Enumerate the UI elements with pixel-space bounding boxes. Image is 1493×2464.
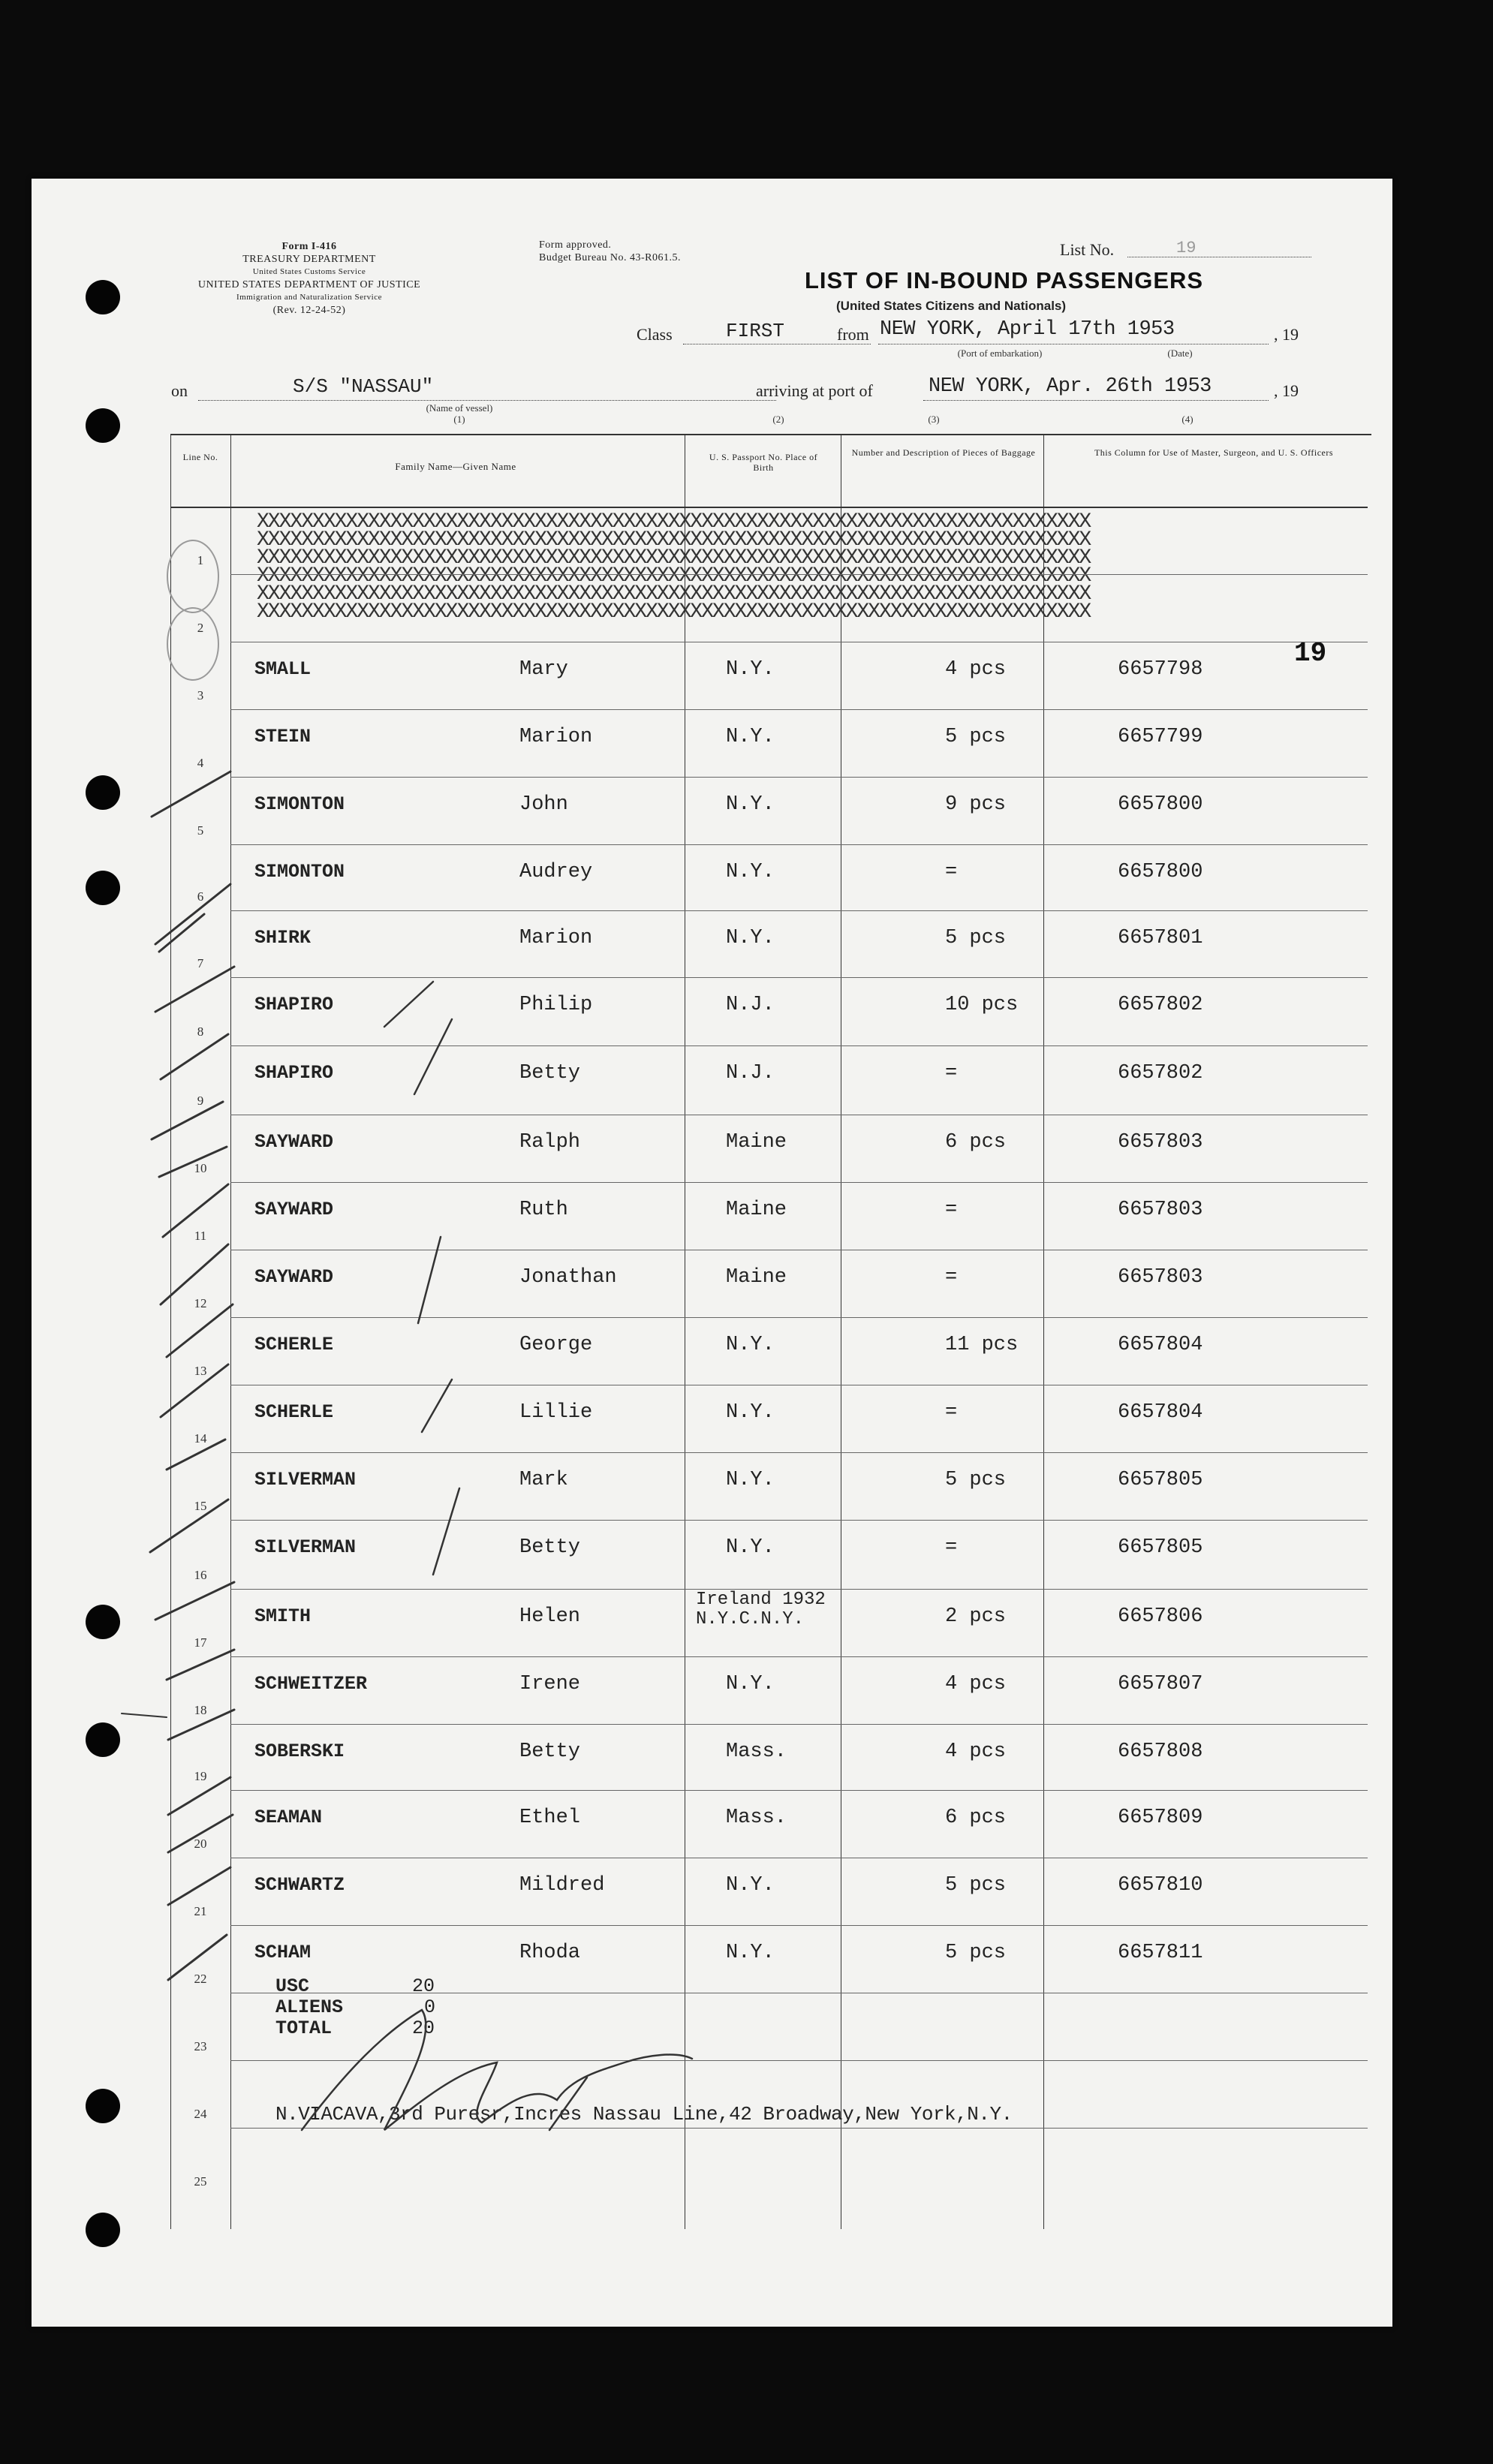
passenger-baggage: 6 pcs: [945, 1807, 1007, 1829]
passenger-baggage: =: [945, 861, 958, 883]
passenger-given: Mary: [519, 658, 568, 681]
passenger-officer: 6657802: [1118, 1062, 1203, 1085]
passenger-birth: N.Y.: [726, 1673, 775, 1695]
passenger-birth: Maine: [726, 1199, 787, 1221]
passenger-family: SEAMAN: [254, 1807, 323, 1828]
passenger-family: SHAPIRO: [254, 994, 334, 1015]
usc-value: 20: [412, 1975, 435, 1997]
col1-caption: (1): [453, 414, 465, 425]
passenger-given: Lillie: [519, 1401, 593, 1424]
passenger-officer: 6657805: [1118, 1469, 1203, 1491]
page-number: 19: [1294, 638, 1327, 669]
from-label: from: [837, 325, 869, 344]
crossed-out-line: XXXXXXXXXXXXXXXXXXXXXXXXXXXXXXXXXXXXXXXXXXXXXXXXXXXXXXXXXXXXXXXXXXXXXXXXXXX: [257, 582, 1091, 606]
form-title: LIST OF IN-BOUND PASSENGERS: [805, 267, 1204, 293]
on-label: on: [171, 381, 188, 400]
col-header-name: Family Name—Given Name: [395, 461, 516, 472]
arriving-year-suffix: , 19: [1274, 381, 1299, 400]
passenger-officer: 6657803: [1118, 1199, 1203, 1221]
passenger-family: SMITH: [254, 1605, 312, 1627]
manifest-page: [32, 179, 1392, 2327]
passenger-birth: N.Y.: [726, 1536, 775, 1559]
passenger-given: Marion: [519, 726, 593, 748]
passenger-family: SILVERMAN: [254, 1469, 357, 1491]
passenger-family: SILVERMAN: [254, 1536, 357, 1558]
passenger-baggage: =: [945, 1536, 958, 1559]
ins-service: Immigration and Naturalization Service: [236, 293, 383, 302]
passenger-given: Ruth: [519, 1199, 568, 1221]
passenger-baggage: 4 pcs: [945, 1740, 1007, 1763]
passenger-given: George: [519, 1334, 593, 1356]
col-header-baggage: Number and Description of Pieces of Baggage: [851, 447, 1036, 458]
passenger-baggage: 9 pcs: [945, 793, 1007, 816]
line-number: 1: [197, 553, 204, 567]
line-number: 19: [194, 1769, 207, 1783]
passenger-given: Helen: [519, 1605, 581, 1628]
line-number: 7: [197, 956, 204, 970]
aliens-value: 0: [424, 1996, 436, 2018]
crossed-out-line: XXXXXXXXXXXXXXXXXXXXXXXXXXXXXXXXXXXXXXXXXXXXXXXXXXXXXXXXXXXXXXXXXXXXXXXXXXX: [257, 510, 1091, 534]
line-number: 14: [194, 1431, 207, 1446]
revision-date: (Rev. 12-24-52): [272, 305, 346, 316]
passenger-birth: Mass.: [726, 1740, 787, 1763]
from-value: NEW YORK, April 17th 1953: [880, 318, 1175, 341]
passenger-baggage: 5 pcs: [945, 1874, 1007, 1897]
passenger-birth: N.Y.: [726, 927, 775, 949]
line-number: 17: [194, 1635, 207, 1650]
passenger-baggage: =: [945, 1266, 958, 1289]
crossed-out-line: XXXXXXXXXXXXXXXXXXXXXXXXXXXXXXXXXXXXXXXXXXXXXXXXXXXXXXXXXXXXXXXXXXXXXXXXXXX: [257, 546, 1091, 570]
line-number: 25: [194, 2174, 207, 2189]
passenger-baggage: =: [945, 1062, 958, 1085]
passenger-officer: 6657811: [1118, 1942, 1203, 1964]
passenger-baggage: 5 pcs: [945, 927, 1007, 949]
form-subtitle: (United States Citizens and Nationals): [836, 299, 1067, 313]
passenger-officer: 6657801: [1118, 927, 1203, 949]
line-number: 13: [194, 1364, 207, 1378]
passenger-birth: Maine: [726, 1266, 787, 1289]
form-approved: Form approved.: [539, 239, 612, 251]
from-year-suffix: , 19: [1274, 325, 1299, 344]
passenger-baggage: 5 pcs: [945, 1469, 1007, 1491]
passenger-officer: 6657805: [1118, 1536, 1203, 1559]
line-number: 5: [197, 823, 204, 838]
class-value: FIRST: [726, 320, 785, 342]
line-number: 22: [194, 1972, 207, 1986]
passenger-family: SIMONTON: [254, 793, 345, 815]
passenger-baggage: 5 pcs: [945, 726, 1007, 748]
passenger-birth: N.Y.: [726, 1401, 775, 1424]
passenger-family: STEIN: [254, 726, 312, 748]
passenger-given: Ralph: [519, 1131, 581, 1154]
passenger-family: SIMONTON: [254, 861, 345, 883]
passenger-given: Betty: [519, 1536, 581, 1559]
passenger-family: SCHWARTZ: [254, 1874, 345, 1896]
passenger-baggage: 5 pcs: [945, 1942, 1007, 1964]
purser-signature-line: N.VIACAVA,3rd Puresr,Incres Nassau Line,42 Broadway,New York,N.Y.: [275, 2103, 1013, 2126]
passenger-given: Rhoda: [519, 1942, 581, 1964]
passenger-officer: 6657800: [1118, 793, 1203, 816]
line-number: 21: [194, 1904, 207, 1918]
vessel-caption: (Name of vessel): [426, 402, 493, 414]
line-number: 23: [194, 2039, 207, 2053]
usc-label: USC: [275, 1975, 310, 1997]
passenger-birth: N.Y.: [726, 726, 775, 748]
passenger-officer: 6657803: [1118, 1266, 1203, 1289]
passenger-officer: 6657798: [1118, 658, 1203, 681]
passenger-birth: N.Y.: [726, 1334, 775, 1356]
passenger-given: Jonathan: [519, 1266, 617, 1289]
passenger-given: John: [519, 793, 568, 816]
list-no-label: List No.: [1060, 240, 1115, 259]
arriving-value: NEW YORK, Apr. 26th 1953: [929, 375, 1212, 398]
arriving-label: arriving at port of: [756, 381, 873, 400]
passenger-officer: 6657802: [1118, 994, 1203, 1016]
passenger-officer: 6657808: [1118, 1740, 1203, 1763]
passenger-officer: 6657807: [1118, 1673, 1203, 1695]
passenger-birth: N.Y.: [726, 793, 775, 816]
passenger-given: Marion: [519, 927, 593, 949]
passenger-officer: 6657804: [1118, 1401, 1203, 1424]
passenger-officer: 6657804: [1118, 1334, 1203, 1356]
passenger-given: Ethel: [519, 1807, 581, 1829]
line-number: 18: [194, 1703, 207, 1717]
passenger-baggage: =: [945, 1401, 958, 1424]
passenger-baggage: =: [945, 1199, 958, 1221]
passenger-family: SAYWARD: [254, 1131, 334, 1153]
passenger-officer: 6657803: [1118, 1131, 1203, 1154]
passenger-birth: N.Y.: [726, 861, 775, 883]
col2-caption: (2): [772, 414, 784, 425]
passenger-birth: N.Y.: [726, 1874, 775, 1897]
line-number: 3: [197, 688, 204, 702]
passenger-family: SAYWARD: [254, 1266, 334, 1288]
aliens-label: ALIENS: [275, 1996, 344, 2018]
passenger-birth: Maine: [726, 1131, 787, 1154]
passenger-family: SCHERLE: [254, 1334, 334, 1355]
passenger-baggage: 4 pcs: [945, 658, 1007, 681]
col4-caption: (4): [1181, 414, 1193, 425]
crossed-out-line: XXXXXXXXXXXXXXXXXXXXXXXXXXXXXXXXXXXXXXXXXXXXXXXXXXXXXXXXXXXXXXXXXXXXXXXXXXX: [257, 564, 1091, 588]
line-number: 12: [194, 1296, 207, 1310]
col3-caption: (3): [928, 414, 940, 425]
passenger-given: Betty: [519, 1740, 581, 1763]
passenger-given: Philip: [519, 994, 593, 1016]
class-label: Class: [637, 325, 673, 344]
passenger-officer: 6657810: [1118, 1874, 1203, 1897]
passenger-baggage: 2 pcs: [945, 1605, 1007, 1628]
passenger-given: Mildred: [519, 1874, 605, 1897]
budget-number: Budget Bureau No. 43-R061.5.: [539, 252, 681, 263]
passenger-family: SMALL: [254, 658, 312, 680]
list-no-value: 19: [1176, 239, 1197, 257]
passenger-officer: 6657799: [1118, 726, 1203, 748]
total-value: 20: [412, 2017, 435, 2039]
passenger-given: Betty: [519, 1062, 581, 1085]
passenger-family: SHAPIRO: [254, 1062, 334, 1084]
line-number: 24: [194, 2107, 207, 2121]
line-number: 6: [197, 889, 204, 904]
passenger-birth: N.Y.: [726, 658, 775, 681]
crossed-out-line: XXXXXXXXXXXXXXXXXXXXXXXXXXXXXXXXXXXXXXXXXXXXXXXXXXXXXXXXXXXXXXXXXXXXXXXXXXX: [257, 528, 1091, 552]
passenger-birth: Mass.: [726, 1807, 787, 1829]
passenger-birth: N.Y.: [726, 1942, 775, 1964]
passenger-officer: 6657809: [1118, 1807, 1203, 1829]
passenger-family: SCHAM: [254, 1942, 312, 1963]
passenger-family: SCHWEITZER: [254, 1673, 368, 1695]
total-label: TOTAL: [275, 2017, 333, 2039]
line-number: 4: [197, 756, 204, 770]
passenger-baggage: 4 pcs: [945, 1673, 1007, 1695]
passenger-given: Irene: [519, 1673, 581, 1695]
col-header-line-no: Line No.: [182, 452, 218, 462]
passenger-given: Audrey: [519, 861, 593, 883]
passenger-officer: 6657806: [1118, 1605, 1203, 1628]
crossed-out-line: XXXXXXXXXXXXXXXXXXXXXXXXXXXXXXXXXXXXXXXXXXXXXXXXXXXXXXXXXXXXXXXXXXXXXXXXXXX: [257, 600, 1091, 624]
passenger-baggage: 11 pcs: [945, 1334, 1019, 1356]
line-number: 9: [197, 1094, 204, 1108]
passenger-family: SAYWARD: [254, 1199, 334, 1220]
col-header-passport: U. S. Passport No. Place of Birth: [709, 452, 818, 473]
line-number: 15: [194, 1499, 207, 1513]
justice-dept: UNITED STATES DEPARTMENT OF JUSTICE: [197, 279, 421, 290]
passenger-family: SOBERSKI: [254, 1740, 345, 1762]
line-number: 20: [194, 1837, 207, 1851]
passenger-officer: 6657800: [1118, 861, 1203, 883]
passenger-birth: N.Y.: [726, 1469, 775, 1491]
passenger-birth: N.J.: [726, 1062, 775, 1085]
col-header-officers: This Column for Use of Master, Surgeon, and U. S. Officers: [1094, 447, 1334, 458]
line-number: 10: [194, 1161, 207, 1175]
passenger-family: SHIRK: [254, 927, 312, 949]
passenger-birth: Ireland 1932 N.Y.C.N.Y.: [696, 1590, 826, 1629]
passenger-family: SCHERLE: [254, 1401, 334, 1423]
vessel-name: S/S "NASSAU": [293, 375, 434, 398]
treasury-dept: TREASURY DEPARTMENT: [242, 254, 376, 265]
line-number: 8: [197, 1024, 204, 1039]
port-embarkation-caption: (Port of embarkation): [957, 347, 1043, 359]
passenger-baggage: 6 pcs: [945, 1131, 1007, 1154]
customs-service: United States Customs Service: [252, 267, 366, 276]
handwritten-check-marks: [32, 179, 1392, 2327]
passenger-birth: N.J.: [726, 994, 775, 1016]
line-number: 2: [197, 621, 204, 635]
date-caption: (Date): [1167, 347, 1193, 359]
form-number: Form I-416: [281, 241, 337, 252]
line-number: 11: [194, 1229, 207, 1243]
line-number: 16: [194, 1568, 207, 1582]
passenger-given: Mark: [519, 1469, 568, 1491]
passenger-baggage: 10 pcs: [945, 994, 1019, 1016]
